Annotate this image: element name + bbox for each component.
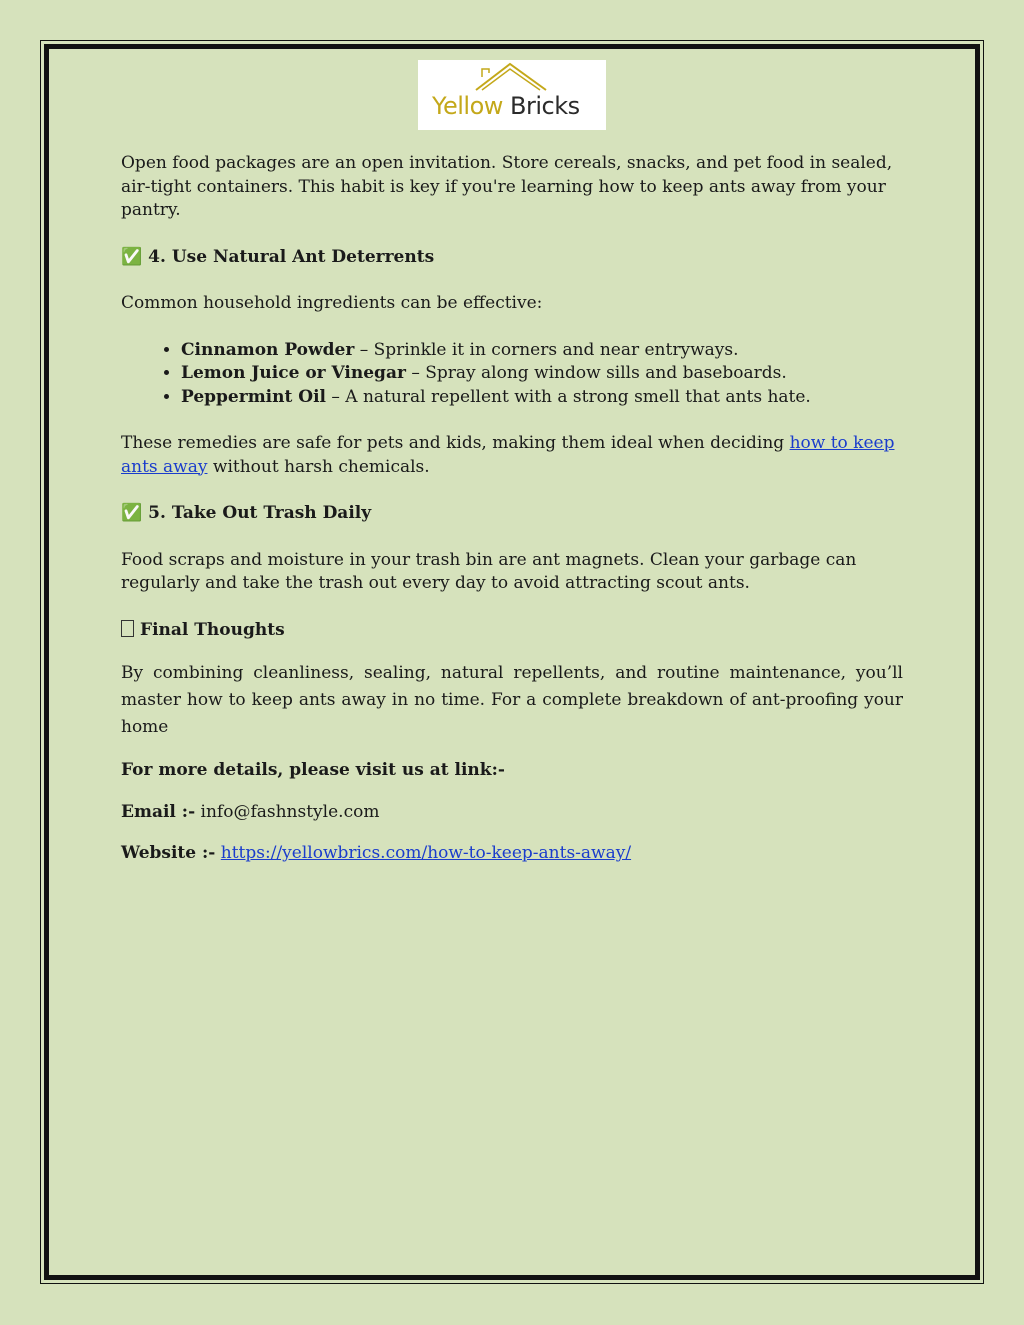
final-thoughts-body: By combining cleanliness, sealing, natural repellents, and routine maintenance, you’ll master how to keep ants away in no time. For a complete breakdown of ant-proofing your home <box>121 663 903 737</box>
list-item <box>181 386 903 410</box>
final-thoughts-heading <box>121 619 903 643</box>
yellow-bricks-logo <box>418 60 606 130</box>
email-line <box>121 801 903 825</box>
section-4-lead: Common household ingredients can be effective: <box>121 293 543 313</box>
section-5-title: 5. Take Out Trash Daily <box>148 503 372 523</box>
more-details-line: For more details, please visit us at link:- <box>121 760 505 780</box>
list-item-desc: – A natural repellent with a strong smell that ants hate. <box>326 386 811 407</box>
intro-paragraph: Open food packages are an open invitation. Store cereals, snacks, and pet food in sealed, air-tight containers. This habit is key if you're learning how to keep ants away from your pantry. <box>121 153 893 220</box>
document-body <box>121 152 903 866</box>
section-5-body: Food scraps and moisture in your trash bin are ant magnets. Clean your garbage can regularly and take the trash out every day to avoid attracting scout ants. <box>121 549 857 593</box>
deterrent-list <box>121 339 903 410</box>
remedies-paragraph <box>121 432 903 479</box>
list-item-name: Peppermint Oil <box>181 386 326 407</box>
list-item <box>181 339 903 363</box>
remedies-text-end: without harsh chemicals. <box>207 456 430 477</box>
logo-wordmark <box>432 92 580 120</box>
check-mark-icon: ✅ <box>121 246 143 267</box>
remedies-text: These remedies are safe for pets and kids, making them ideal when deciding <box>121 433 790 453</box>
logo-word-yellow: Yellow <box>432 92 503 120</box>
section-5-heading <box>121 502 903 526</box>
list-item <box>181 362 903 386</box>
website-line <box>121 842 903 866</box>
list-item-desc: – Spray along window sills and baseboards. <box>405 363 787 383</box>
section-4-title: 4. Use Natural Ant Deterrents <box>148 246 435 267</box>
list-item-name: Cinnamon Powder <box>181 339 355 360</box>
check-mark-icon: ✅ <box>121 503 143 523</box>
missing-glyph-icon <box>121 620 134 637</box>
email-label: Email :- <box>121 801 196 822</box>
list-item-desc: – Sprinkle it in corners and near entryways. <box>354 339 739 360</box>
how-to-keep-ants-away-link[interactable]: how to keep ants away <box>121 433 895 477</box>
website-link[interactable]: https://yellowbrics.com/how-to-keep-ants-away/ <box>220 843 632 863</box>
section-4-heading <box>121 246 903 270</box>
email-value: info@fashnstyle.com <box>195 801 380 822</box>
logo-word-bricks: Bricks <box>510 92 580 120</box>
website-label: Website :- <box>121 843 216 863</box>
list-item-name: Lemon Juice or Vinegar <box>181 363 406 383</box>
final-thoughts-title: Final Thoughts <box>140 619 285 640</box>
